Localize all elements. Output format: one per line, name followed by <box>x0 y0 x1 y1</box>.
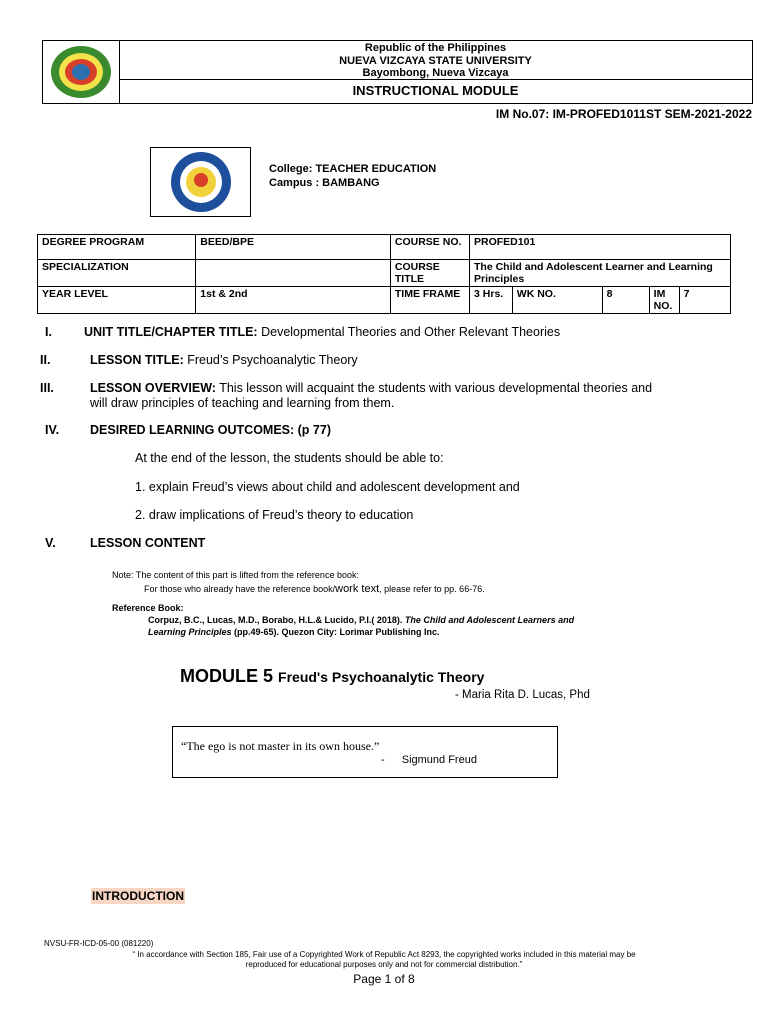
time-frame-value: 3 Hrs. <box>470 287 513 314</box>
introduction-heading: INTRODUCTION <box>92 889 184 903</box>
course-no-label: COURSE NO. <box>390 235 469 260</box>
college-info <box>269 162 436 190</box>
module-heading <box>180 666 484 687</box>
reference-publisher: (pp.49-65). Quezon City: Lorimar Publishing Inc. <box>231 627 440 637</box>
quote-author-name: Sigmund Freud <box>401 754 477 766</box>
quote-box <box>172 726 558 778</box>
copyright-notice <box>30 950 738 970</box>
im-number: IM No.07: IM-PROFED1011ST SEM-2021-2022 <box>495 107 752 121</box>
quote-dash: - <box>381 754 385 766</box>
im-no-value: 7 <box>679 287 730 314</box>
module-author: - Maria Rita D. Lucas, Phd <box>455 689 590 701</box>
note-line-1: Note: The content of this part is lifted from the reference book: <box>112 570 359 580</box>
section-2-content <box>90 353 358 368</box>
section-2-number: II. <box>40 353 51 367</box>
section-4-number: IV. <box>45 423 60 437</box>
course-title-value: The Child and Adolescent Learner and Learning Principles <box>470 260 731 287</box>
reference-citation <box>148 614 738 638</box>
note-line-2 <box>144 583 485 595</box>
reference-title-part1: The Child and Adolescent Learners and <box>404 615 575 625</box>
year-value: 1st & 2nd <box>196 287 391 314</box>
document-header <box>42 40 753 104</box>
module-label: INSTRUCTIONAL MODULE <box>352 83 519 98</box>
reference-authors: Corpuz, B.C., Lucas, M.D., Borabo, H.L.& Lucido, P.I.( 2018). <box>148 615 405 625</box>
form-code: NVSU-FR-ICD-05-00 (081220) <box>44 939 154 948</box>
outcomes-intro: At the end of the lesson, the students should be able to: <box>135 451 444 465</box>
quote-attribution <box>381 754 477 766</box>
note-line-2c: , please refer to pp. 66-76. <box>379 584 485 594</box>
section-3-content <box>90 381 730 411</box>
copyright-line-1: “ In accordance with Section 185, Fair use of a Copyrighted Work of Republic Act 8293, the copyrighted works included in this material may be <box>132 950 636 959</box>
section-4-label: DESIRED LEARNING OUTCOMES: (p 77) <box>90 423 331 437</box>
header-line-university: NUEVA VIZCAYA STATE UNIVERSITY <box>339 54 532 67</box>
year-label: YEAR LEVEL <box>38 287 196 314</box>
time-frame-label: TIME FRAME <box>390 287 469 314</box>
wk-no-label: WK NO. <box>512 287 602 314</box>
quote-text: “The ego is not master in its own house.” <box>181 739 380 753</box>
course-title-label: COURSE TITLE <box>390 260 469 287</box>
outcome-item-2: 2. draw implications of Freud’s theory to education <box>135 508 414 522</box>
section-1-content <box>84 325 560 340</box>
course-info-table <box>37 234 731 314</box>
section-3-text-line2: will draw principles of teaching and learning from them. <box>90 396 395 410</box>
header-line-republic: Republic of the Philippines <box>364 42 507 54</box>
header-line-location: Bayombong, Nueva Vizcaya <box>362 67 509 79</box>
page-number: Page 1 of 8 <box>353 972 415 986</box>
nvsu-seal-icon <box>49 44 113 100</box>
table-row <box>38 287 731 314</box>
section-5-label: LESSON CONTENT <box>90 536 206 550</box>
module-title: Freud's Psychoanalytic Theory <box>278 669 485 685</box>
reference-title-part2: Learning Principles <box>148 627 232 637</box>
degree-value: BEED/BPE <box>196 235 391 260</box>
section-2-text: Freud’s Psychoanalytic Theory <box>187 353 358 367</box>
outcome-item-1: 1. explain Freud’s views about child and adolescent development and <box>135 480 520 494</box>
note-line-2a: For those who already have the reference book/ <box>144 584 336 594</box>
university-seal <box>43 41 120 103</box>
college-seal-icon <box>168 151 234 213</box>
section-1 <box>45 325 52 340</box>
im-no-label: IM NO. <box>649 287 679 314</box>
section-1-number: I. <box>45 325 52 339</box>
section-3-number: III. <box>40 381 54 395</box>
table-row <box>38 235 731 260</box>
wk-no-value: 8 <box>602 287 649 314</box>
degree-label: DEGREE PROGRAM <box>38 235 196 260</box>
section-1-label: UNIT TITLE/CHAPTER TITLE: <box>84 325 258 339</box>
college-logo <box>150 147 251 217</box>
module-number: MODULE 5 <box>180 666 274 686</box>
copyright-line-2: reproduced for educational purposes only and not for commercial distribution.” <box>245 960 523 969</box>
specialization-value <box>196 260 391 287</box>
section-1-text: Developmental Theories and Other Relevant Theories <box>261 325 561 339</box>
course-no-value: PROFED101 <box>470 235 731 260</box>
campus-name: Campus : BAMBANG <box>269 177 380 189</box>
college-name: College: TEACHER EDUCATION <box>269 163 437 175</box>
section-5-number: V. <box>45 536 56 550</box>
specialization-label: SPECIALIZATION <box>38 260 196 287</box>
table-row <box>38 260 731 287</box>
reference-label: Reference Book: <box>112 603 184 613</box>
section-3-text-line1: This lesson will acquaint the students with various developmental theories and <box>219 381 653 395</box>
section-3-label: LESSON OVERVIEW: <box>90 381 216 395</box>
section-2-label: LESSON TITLE: <box>90 353 184 367</box>
note-line-2b: work text <box>335 583 380 595</box>
